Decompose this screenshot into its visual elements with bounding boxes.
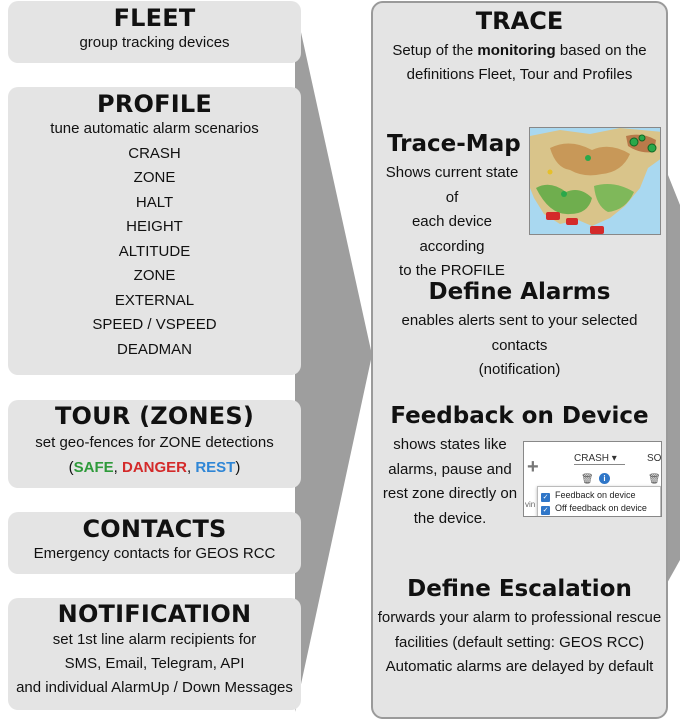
scenario-select-value: CRASH [574,453,610,464]
fleet-box [8,1,301,63]
define-escalation-title: Define Escalation [407,576,632,602]
profile-item-crash: CRASH [128,144,181,162]
profile-item-zone: ZONE [133,169,176,186]
feedback-dropdown-menu [537,486,661,517]
tour-description: set geo-fences for ZONE detections [35,434,274,451]
trace-map-line-3: to the PROFILE [399,262,505,279]
notification-line-2: SMS, Email, Telegram, API [64,655,245,672]
fleet-title: FLEET [113,4,196,32]
checkbox-checked-icon: ✓ [542,494,549,501]
trace-title: TRACE [475,7,564,35]
trace-map-line-1: Shows current state of [385,164,519,206]
right-chevron-arrow [666,170,680,585]
trace-map-title: Trace-Map [387,131,521,157]
escalation-line-2: facilities (default setting: GEOS RCC) [394,633,645,651]
notification-box [8,598,301,710]
scenario-select [574,453,625,465]
map-illustration [530,128,661,235]
checkbox-checked-icon: ✓ [542,507,549,514]
menu-item-label: Off feedback on device [555,503,647,513]
feedback-title: Feedback on Device [390,403,649,429]
separator: , [113,459,122,476]
feedback-line-2: alarms, pause and [388,460,512,478]
feedback-screenshot [523,441,662,517]
feedback-line-1: shows states like [393,436,507,453]
trace-panel [371,1,668,719]
trash-icon: 🗑 [648,474,661,485]
profile-description: tune automatic alarm scenarios [50,120,259,137]
cropped-text: vin [525,500,536,509]
menu-item-label: Feedback on device [555,490,636,500]
define-alarms-description [373,309,666,383]
zone-safe-label: SAFE [73,459,114,476]
tour-zone-types [8,455,301,480]
fleet-description: group tracking devices [79,34,230,51]
tour-title: TOUR (ZONES) [54,402,254,430]
close-paren: ) [235,459,241,476]
profile-item-speed: SPEED / VSPEED [92,316,217,333]
contacts-title: CONTACTS [82,515,227,543]
contacts-description: Emergency contacts for GEOS RCC [33,545,276,562]
tour-box [8,400,301,488]
define-alarms-line-2: (notification) [478,361,561,378]
trace-map-line-2: each device according [411,213,493,255]
profile-item-height: HEIGHT [126,218,183,235]
trace-desc-bold: monitoring [477,42,556,59]
feedback-description [379,433,521,531]
plus-icon: + [527,456,539,478]
trace-map-thumbnail [529,127,661,235]
trace-description [373,39,666,87]
chevron-down-icon: ▾ [611,453,617,464]
menu-item-feedback-off [541,503,647,515]
info-icon: i [599,473,610,484]
contacts-box [8,512,301,574]
define-alarms-title: Define Alarms [428,279,611,305]
profile-item-zone-2: ZONE [133,267,176,284]
notification-line-3: and individual AlarmUp / Down Messages [16,679,293,696]
left-chevron-arrow [295,5,372,712]
escalation-line-1: forwards your alarm to professional rescue [377,609,662,626]
zone-danger-label: DANGER [121,459,187,476]
profile-item-halt: HALT [135,193,174,211]
profile-title: PROFILE [97,90,212,118]
separator: , [187,459,196,476]
define-escalation-description [373,606,666,680]
feedback-line-3: rest zone directly on [382,485,518,502]
trash-icon: 🗑 [581,474,594,485]
profile-box [8,87,301,375]
trace-desc-part1: Setup of the [392,42,478,59]
escalation-line-3: Automatic alarms are delayed by default [385,658,654,675]
profile-item-deadman: DEADMAN [116,340,192,358]
menu-item-feedback-on [541,490,636,502]
column-header-partial: SO [647,453,662,464]
trace-desc-part2: based on the definitions Fleet, Tour and Profiles [406,42,647,83]
notification-title: NOTIFICATION [57,600,252,628]
notification-line-1: set 1st line alarm recipients for [52,631,257,648]
feedback-line-4: the device. [413,509,487,527]
profile-item-external: EXTERNAL [114,291,195,309]
open-paren: ( [68,459,74,476]
profile-item-altitude: ALTITUDE [118,242,191,260]
define-alarms-line-1: enables alerts sent to your selected contacts [401,312,638,354]
trace-map-description [379,161,525,284]
zone-rest-label: REST [195,459,236,476]
